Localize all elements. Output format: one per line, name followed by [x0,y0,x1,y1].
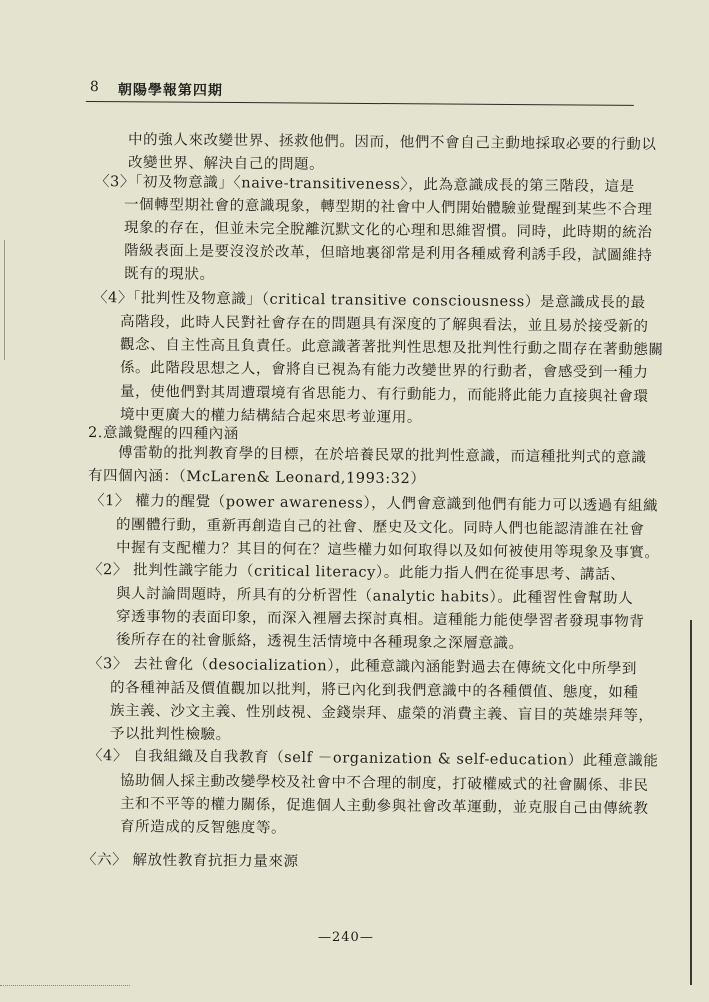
text-line: 量，使他們對其周遭環境有省思能力、有行動能力，而能將此能力直接與社會環 [119,384,649,406]
text-line: 有四個內涵：（McLaren& Leonard,1993:32） [87,468,426,488]
text-line: 與人討論問題時，所具有的分析習性（analytic habits）。此種習性會幫助人 [115,586,634,607]
text-line: 〈3〉「初及物意識」〈naive-transitiveness〉，此為意識成長的第三階段，這是 [94,174,635,196]
text-line: 階級表面上是要沒沒於改革，但暗地裏卻常是利用各種威脅利誘手段，試圖維持 [123,243,653,265]
text-line: 中的強人來改變世界、拯救他們。因而，他們不會自己主動地採取必要的行動以 [127,132,657,154]
text-line: 的團體行動，重新再創造自己的社會、歷史及文化。同時人們也能認清誰在社會 [115,517,645,539]
text-line: 〈1〉 權力的醒覺（power awareness），人們會意識到他們有能力可以透過有組織 [89,493,659,515]
text-line: 族主義、沙文主義、性別歧視、金錢崇拜、虛榮的消費主義、盲目的英雄崇拜等， [109,703,654,725]
page-footer-number: —240— [318,930,374,945]
journal-title: 朝陽學報第四期 [117,82,223,99]
header-page-number: 8 [89,79,99,96]
text-line: 〈4〉 自我組織及自我教育（self －organization & self-education）此種意識能 [87,748,659,770]
text-line: 觀念、自主性高且負責任。此意識著著批判性思想及批判性行動之間存在著動態關 [119,337,664,359]
text-line: 一個轉型期社會的意識現象，轉型期的社會中人們開始體驗並覺醒到某些不合理 [123,197,653,219]
text-line: 〈2〉 批判性識字能力（critical literacy）。此能力指人們在從事思考、講話、 [87,562,626,584]
text-line: 主和不平等的權力關係，促進個人主動參與社會改革運動，並克服自己由傳統教 [119,796,649,818]
text-line: 育所造成的反智態度等。 [119,819,287,837]
text-line: 穿透事物的表面印象，而深入裡層去探討真相。這種能力能使學習者發現事物背 [115,609,645,631]
text-line: 協助個人採主動改變學校及社會中不合理的制度，打破權威式的社會關係、非民 [119,773,649,795]
text-line: 中握有支配權力？其目的何在？這些權力如何取得以及如何被使用等現象及事實。 [115,540,660,562]
text-line: 後所存在的社會脈絡，透視生活情境中各種現象之深層意識。 [115,632,524,652]
section-heading: 〈六〉 解放性教育抗拒力量來源 [81,852,299,871]
text-line: 現象的存在，但並未完全脫離沉默文化的心理和思維習慣。同時，此時期的統治 [123,220,653,242]
scan-edge-line [690,620,692,985]
running-header [86,77,634,106]
scan-edge-line [4,240,5,360]
text-line: 境中更廣大的權力結構結合起來思考並運用。 [119,407,423,426]
text-line: 〈3〉 去社會化（desocialization），此種意識內涵能對過去在傳統文化中所學到 [87,656,638,678]
text-line: 既有的現狀。 [123,266,215,283]
text-line: 高階段，此時人民對社會存在的問題具有深度的了解與看法，並且易於接受新的 [119,314,649,336]
section-heading: 2.意識覺醒的四種內涵 [87,425,239,443]
text-line: 予以批判性檢驗。 [109,726,231,744]
text-line: 傅雷勒的批判教育學的目標，在於培養民眾的批判性意識，而這種批判式的意識 [117,445,647,467]
text-line: 改變世界、解決自己的問題。 [127,155,325,173]
scan-edge-line [0,985,130,987]
text-line: 〈4〉「批判性及物意識」（critical transitive consciousness）是意識成長的最 [92,290,646,312]
text-line: 的各種神話及價值觀加以批判，將已內化到我們意識中的各種價值、態度，如種 [109,680,639,702]
text-line: 係。此階段思想之人，會將自已視為有能力改變世界的行動者，會感受到一種力 [119,360,649,382]
